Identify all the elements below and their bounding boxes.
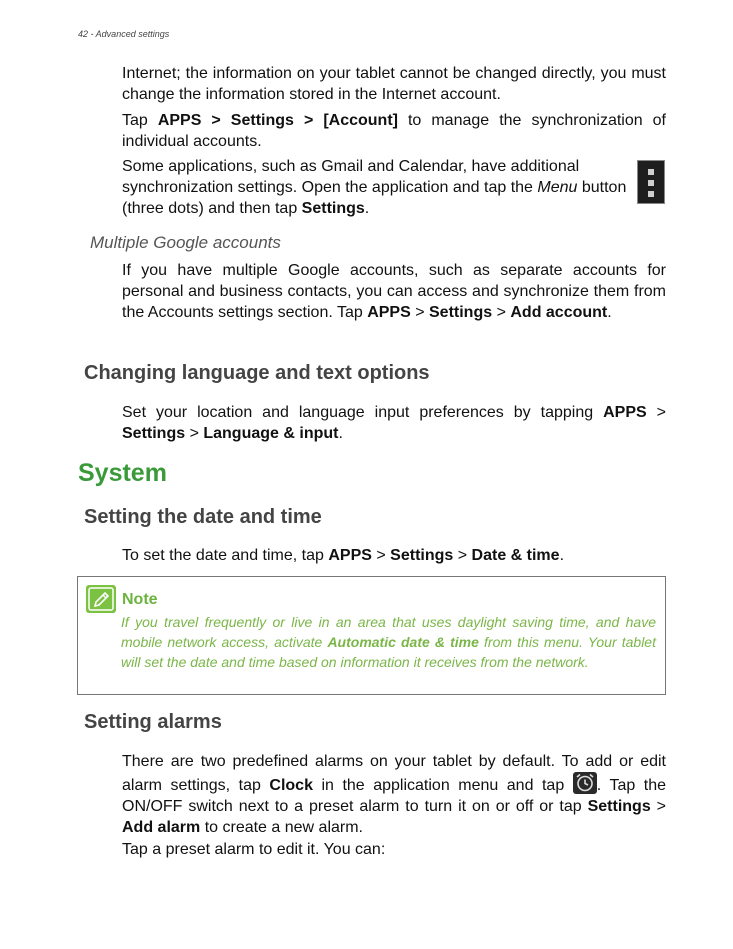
paragraph-app-sync: Some applications, such as Gmail and Calendar, have additional synchronization settings. Open the application and tap the Menu button (three dots) and then tap Settings. [122, 158, 627, 217]
clock-icon [573, 772, 597, 794]
paragraph-manage-sync: Tap APPS > Settings > [Account] to manage the synchronization of individual accounts. [122, 112, 667, 150]
paragraph-language: Set your location and language input preferences by tapping APPS > Settings > Language & input. [122, 404, 666, 442]
page-header: 42 - Advanced settings [78, 29, 170, 39]
paragraph-date-time: To set the date and time, tap APPS > Settings > Date & time. [122, 547, 565, 564]
paragraph-internet-info: Internet; the information on your tablet cannot be changed directly, you must change the information stored in the Internet account. [122, 65, 666, 103]
heading-alarms: Setting alarms [84, 711, 222, 733]
pencil-icon [86, 585, 116, 613]
menu-dots-icon [637, 160, 665, 204]
heading-date-time: Setting the date and time [84, 506, 322, 528]
heading-language: Changing language and text options [84, 362, 430, 384]
note-body: If you travel frequently or live in an area that uses daylight saving time, and have mobile network access, activate Automatic date & time from this menu. Your tablet will set the date and time based on information it receives from the network. [121, 614, 656, 670]
paragraph-alarms: There are two predefined alarms on your tablet by default. To add or edit alarm settings, tap Clock in the application menu and tap . Tap the ON/OFF switch next to a preset alarm to turn it on or off or tap Settings > Add alarm to create a new alarm. [122, 753, 667, 836]
heading-multiple-accounts: Multiple Google accounts [90, 233, 281, 252]
paragraph-edit-alarm: Tap a preset alarm to edit it. You can: [122, 841, 386, 858]
note-box [77, 576, 666, 695]
note-title: Note [122, 591, 158, 608]
paragraph-multiple-accounts: If you have multiple Google accounts, such as separate accounts for personal and business contacts, you can access and synchronize them from the Accounts settings section. Tap APPS > Settings > Add account. [122, 262, 666, 321]
heading-system: System [78, 459, 167, 487]
